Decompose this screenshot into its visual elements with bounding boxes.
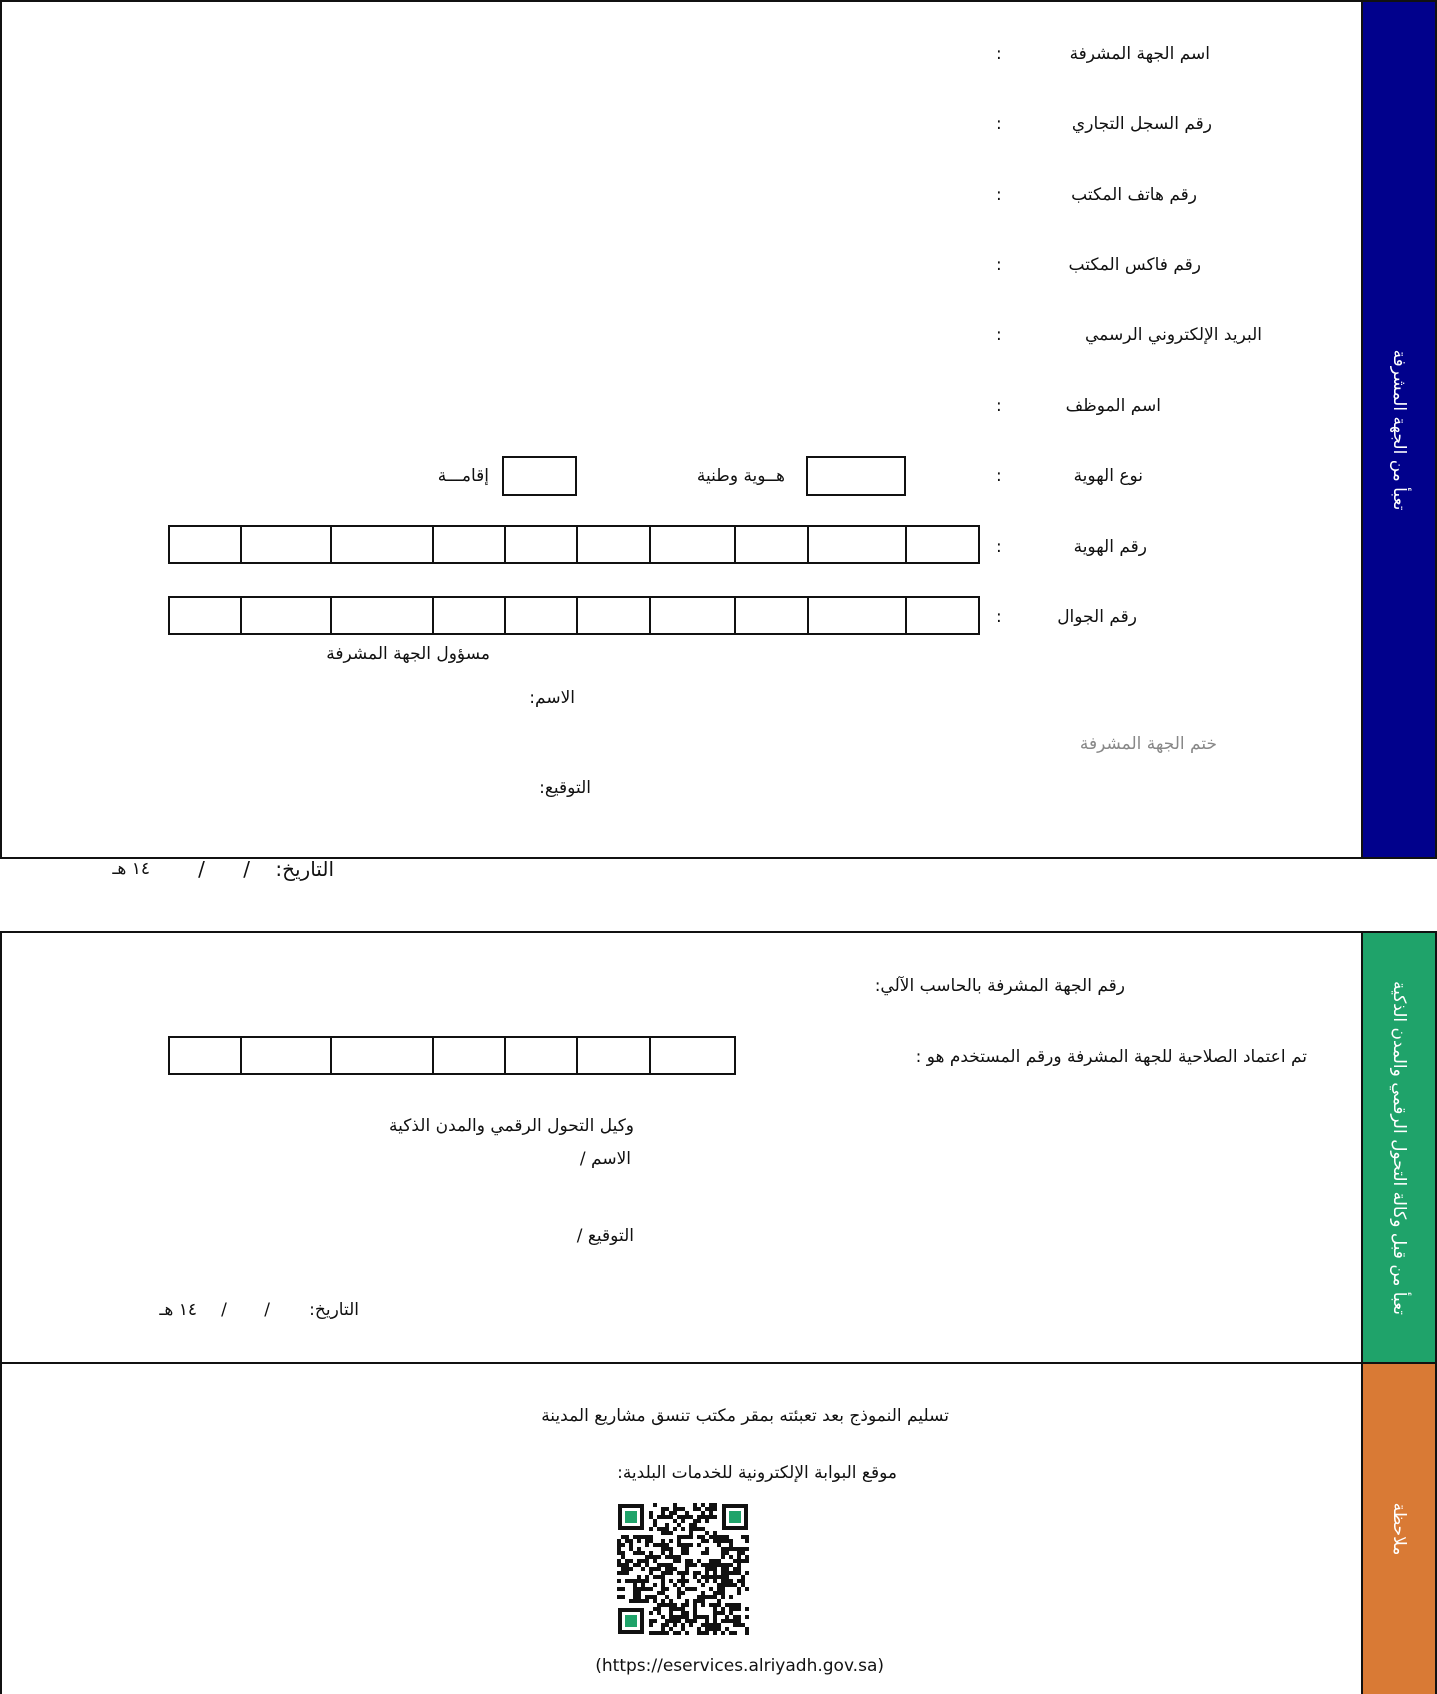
agency-section-label: تعبأ من قبل وكالة التحول الرقمي والمدن الذكية (1389, 980, 1409, 1315)
user-number-input-grid[interactable] (168, 1036, 736, 1075)
computer-number-label: رقم الجهة المشرفة بالحاسب الآلي: (874, 976, 1125, 996)
field-label-agency-name: اسم الجهة المشرفة (1069, 44, 1210, 64)
note-portal-text: موقع البوابة الإلكترونية للخدمات البلدية: (617, 1463, 897, 1483)
digit-cell[interactable] (170, 1038, 242, 1073)
field-colon: : (996, 44, 1002, 64)
agency-date-slashes: / / (221, 1300, 270, 1320)
residency-option-label: إقامـــة (437, 466, 489, 486)
digit-cell[interactable] (736, 598, 809, 633)
digit-cell[interactable] (170, 527, 242, 562)
digit-cell[interactable] (578, 598, 651, 633)
digit-cell[interactable] (578, 1038, 651, 1073)
supervisor-section-label: تعبأ من الجهة المشرفة (1389, 349, 1409, 510)
field-label-mobile: رقم الجوال (1057, 607, 1137, 627)
note-section-label: ملاحظة (1389, 1502, 1409, 1556)
date-label: التاريخ: (275, 857, 334, 881)
field-label-official-email: البريد الإلكتروني الرسمي (1084, 325, 1262, 345)
date-slashes: / / (198, 857, 250, 881)
id-number-input-grid[interactable] (168, 525, 980, 564)
field-colon: : (996, 255, 1002, 275)
digit-cell[interactable] (332, 598, 434, 633)
agency-section (0, 931, 1363, 1364)
digit-cell[interactable] (242, 527, 332, 562)
field-colon: : (996, 185, 1002, 205)
note-delivery-text: تسليم النموذج بعد تعبئته بمقر مكتب تنسق مشاريع المدينة (541, 1406, 949, 1426)
responsible-title: مسؤول الجهة المشرفة (326, 644, 490, 664)
digit-cell[interactable] (907, 598, 978, 633)
digit-cell[interactable] (242, 1038, 332, 1073)
digit-cell[interactable] (651, 598, 736, 633)
digit-cell[interactable] (578, 527, 651, 562)
national-id-checkbox[interactable] (806, 456, 906, 496)
digit-cell[interactable] (907, 527, 978, 562)
digit-cell[interactable] (434, 1038, 506, 1073)
date-suffix: ١٤ هـ (112, 859, 150, 879)
digit-cell[interactable] (809, 527, 907, 562)
agency-date-label: التاريخ: (309, 1300, 359, 1320)
deputy-title: وكيل التحول الرقمي والمدن الذكية (389, 1116, 634, 1136)
approval-label: تم اعتماد الصلاحية للجهة المشرفة ورقم المستخدم هو : (915, 1047, 1307, 1067)
digit-cell[interactable] (170, 598, 242, 633)
responsible-name-label: الاسم: (529, 688, 575, 708)
deputy-name-label: الاسم / (579, 1149, 631, 1169)
digit-cell[interactable] (434, 527, 506, 562)
digit-cell[interactable] (506, 527, 578, 562)
note-side-bar (1361, 1362, 1437, 1694)
digit-cell[interactable] (506, 1038, 578, 1073)
responsible-signature-label: التوقيع: (539, 778, 591, 798)
field-colon: : (996, 537, 1002, 557)
national-id-option-label: هــوية وطنية (696, 466, 785, 486)
digit-cell[interactable] (332, 1038, 434, 1073)
stamp-label: ختم الجهة المشرفة (1079, 734, 1217, 754)
field-colon: : (996, 325, 1002, 345)
field-label-commercial-register: رقم السجل التجاري (1071, 114, 1212, 134)
agency-side-bar (1361, 931, 1437, 1364)
agency-date-suffix: ١٤ هـ (159, 1300, 197, 1320)
residency-checkbox[interactable] (502, 456, 577, 496)
portal-url: (https://eservices.alriyadh.gov.sa) (595, 1656, 884, 1676)
digit-cell[interactable] (242, 598, 332, 633)
field-label-employee-name: اسم الموظف (1065, 396, 1161, 416)
digit-cell[interactable] (434, 598, 506, 633)
digit-cell[interactable] (651, 527, 736, 562)
field-label-id-type: نوع الهوية (1073, 466, 1143, 486)
digit-cell[interactable] (809, 598, 907, 633)
qr-code-icon[interactable] (616, 1502, 750, 1636)
field-label-id-number: رقم الهوية (1073, 537, 1147, 557)
digit-cell[interactable] (736, 527, 809, 562)
digit-cell[interactable] (506, 598, 578, 633)
digit-cell[interactable] (332, 527, 434, 562)
supervisor-side-bar (1361, 0, 1437, 859)
digit-cell[interactable] (651, 1038, 734, 1073)
field-label-office-phone: رقم هاتف المكتب (1071, 185, 1197, 205)
deputy-signature-label: التوقيع / (576, 1226, 634, 1246)
field-colon: : (996, 396, 1002, 416)
field-label-office-fax: رقم فاكس المكتب (1068, 255, 1201, 275)
mobile-input-grid[interactable] (168, 596, 980, 635)
field-colon: : (996, 466, 1002, 486)
field-colon: : (996, 114, 1002, 134)
field-colon: : (996, 607, 1002, 627)
